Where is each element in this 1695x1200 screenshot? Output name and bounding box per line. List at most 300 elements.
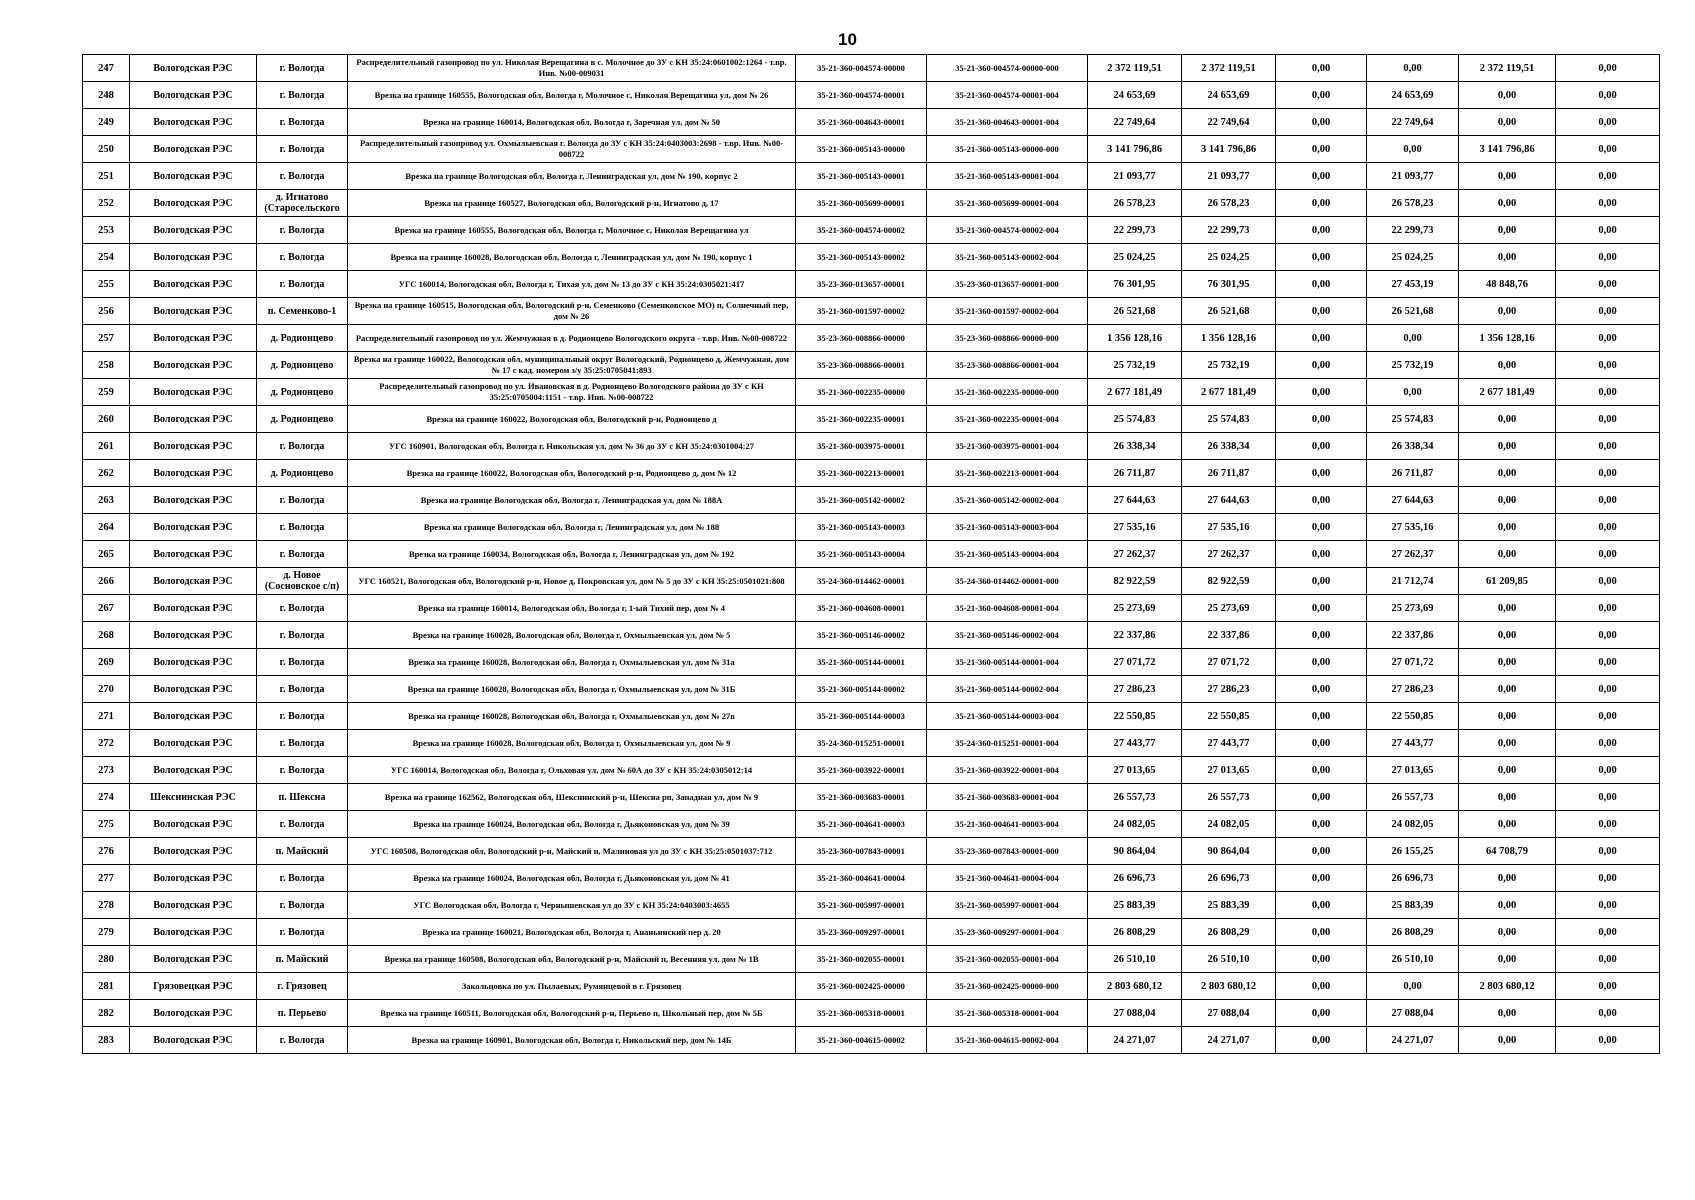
row-number: 276 [83, 838, 130, 865]
total-cost-cell: 25 273,69 [1088, 595, 1182, 622]
cost-cell: 25 574,83 [1182, 406, 1276, 433]
object-description-cell: УГС Вологодская обл, Вологда г, Чернышевская ул до ЗУ с КН 35:24:0403003:4655 [348, 892, 796, 919]
district-cell: Вологодская РЭС [130, 82, 257, 109]
value-cell: 27 644,63 [1367, 487, 1459, 514]
total-cost-cell: 25 732,19 [1088, 352, 1182, 379]
object-full-code-cell: 35-21-360-005143-00004-004 [927, 541, 1088, 568]
row-number: 274 [83, 784, 130, 811]
district-cell: Вологодская РЭС [130, 136, 257, 163]
value-cell: 0,00 [1276, 595, 1367, 622]
cost-cell: 24 271,07 [1182, 1027, 1276, 1054]
district-cell: Вологодская РЭС [130, 352, 257, 379]
locality-cell: п. Майский [257, 838, 348, 865]
row-number: 252 [83, 190, 130, 217]
total-cost-cell: 27 443,77 [1088, 730, 1182, 757]
value-cell: 0,00 [1556, 892, 1660, 919]
district-cell: Вологодская РЭС [130, 568, 257, 595]
locality-cell: д. Новое (Сосновское с/п) [257, 568, 348, 595]
object-full-code-cell: 35-21-360-005143-00001-004 [927, 163, 1088, 190]
locality-cell: д. Родионцево [257, 352, 348, 379]
total-cost-cell: 26 338,34 [1088, 433, 1182, 460]
row-number: 263 [83, 487, 130, 514]
object-description-cell: УГС 160508, Вологодская обл, Вологодский р-н, Майский п, Малиновая ул до ЗУ с КН 35:25:0501037:712 [348, 838, 796, 865]
value-cell: 0,00 [1276, 784, 1367, 811]
total-cost-cell: 26 521,68 [1088, 298, 1182, 325]
value-cell: 0,00 [1276, 487, 1367, 514]
total-cost-cell: 26 557,73 [1088, 784, 1182, 811]
value-cell: 0,00 [1276, 757, 1367, 784]
table-row [83, 379, 1660, 406]
object-code-cell: 35-23-360-007843-00001 [796, 838, 927, 865]
object-description-cell: Врезка на границе 160511, Вологодская обл, Вологодский р-н, Перьево п, Школьный пер, дом № 5Б [348, 1000, 796, 1027]
row-number: 255 [83, 271, 130, 298]
value-cell: 0,00 [1556, 649, 1660, 676]
value-cell: 0,00 [1556, 406, 1660, 433]
total-cost-cell: 82 922,59 [1088, 568, 1182, 595]
locality-cell: п. Перьево [257, 1000, 348, 1027]
value-cell: 0,00 [1367, 973, 1459, 1000]
object-code-cell: 35-21-360-005143-00000 [796, 136, 927, 163]
object-full-code-cell: 35-21-360-005144-00003-004 [927, 703, 1088, 730]
total-cost-cell: 22 550,85 [1088, 703, 1182, 730]
object-code-cell: 35-21-360-004641-00003 [796, 811, 927, 838]
table-body [83, 55, 1660, 1054]
object-code-cell: 35-21-360-004641-00004 [796, 865, 927, 892]
locality-cell: д. Родионцево [257, 379, 348, 406]
district-cell: Вологодская РЭС [130, 1000, 257, 1027]
value-cell: 0,00 [1556, 541, 1660, 568]
total-cost-cell: 21 093,77 [1088, 163, 1182, 190]
district-cell: Вологодская РЭС [130, 865, 257, 892]
value-cell: 2 677 181,49 [1459, 379, 1556, 406]
district-cell: Вологодская РЭС [130, 946, 257, 973]
value-cell: 0,00 [1556, 1027, 1660, 1054]
total-cost-cell: 1 356 128,16 [1088, 325, 1182, 352]
object-description-cell: УГС 160014, Вологодская обл, Вологда г, Тихая ул, дом № 13 до ЗУ с КН 35:24:0305021:417 [348, 271, 796, 298]
row-number: 275 [83, 811, 130, 838]
value-cell: 27 286,23 [1367, 676, 1459, 703]
value-cell: 26 521,68 [1367, 298, 1459, 325]
table-row [83, 622, 1660, 649]
value-cell: 0,00 [1459, 1027, 1556, 1054]
cost-cell: 22 550,85 [1182, 703, 1276, 730]
locality-cell: г. Вологда [257, 595, 348, 622]
row-number: 265 [83, 541, 130, 568]
cost-cell: 22 299,73 [1182, 217, 1276, 244]
district-cell: Вологодская РЭС [130, 649, 257, 676]
row-number: 257 [83, 325, 130, 352]
district-cell: Вологодская РЭС [130, 298, 257, 325]
value-cell: 27 535,16 [1367, 514, 1459, 541]
district-cell: Вологодская РЭС [130, 838, 257, 865]
object-description-cell: Врезка на границе 160508, Вологодская обл, Вологодский р-н, Майский п, Весенняя ул, дом № 1В [348, 946, 796, 973]
locality-cell: г. Вологда [257, 82, 348, 109]
total-cost-cell: 26 578,23 [1088, 190, 1182, 217]
value-cell: 0,00 [1556, 676, 1660, 703]
cost-cell: 24 653,69 [1182, 82, 1276, 109]
value-cell: 0,00 [1459, 784, 1556, 811]
value-cell: 25 024,25 [1367, 244, 1459, 271]
table-row [83, 730, 1660, 757]
object-full-code-cell: 35-24-360-014462-00001-000 [927, 568, 1088, 595]
value-cell: 0,00 [1556, 703, 1660, 730]
district-cell: Вологодская РЭС [130, 487, 257, 514]
object-full-code-cell: 35-21-360-005699-00001-004 [927, 190, 1088, 217]
value-cell: 0,00 [1276, 811, 1367, 838]
value-cell: 0,00 [1459, 487, 1556, 514]
object-description-cell: Распределительный газопровод по ул. Жемчужная в д. Родионцево Вологодского округа - т.вр. Инв. №00-008722 [348, 325, 796, 352]
object-description-cell: Врезка на границе 160024, Вологодская обл, Вологда г, Дьяконовская ул, дом № 39 [348, 811, 796, 838]
value-cell: 26 696,73 [1367, 865, 1459, 892]
object-full-code-cell: 35-21-360-004615-00002-004 [927, 1027, 1088, 1054]
value-cell: 26 338,34 [1367, 433, 1459, 460]
value-cell: 0,00 [1459, 433, 1556, 460]
value-cell: 26 557,73 [1367, 784, 1459, 811]
table-row [83, 649, 1660, 676]
cost-cell: 22 337,86 [1182, 622, 1276, 649]
object-full-code-cell: 35-21-360-003683-00001-004 [927, 784, 1088, 811]
value-cell: 27 453,19 [1367, 271, 1459, 298]
value-cell: 0,00 [1459, 163, 1556, 190]
total-cost-cell: 3 141 796,86 [1088, 136, 1182, 163]
district-cell: Вологодская РЭС [130, 190, 257, 217]
value-cell: 0,00 [1459, 190, 1556, 217]
value-cell: 0,00 [1276, 460, 1367, 487]
row-number: 281 [83, 973, 130, 1000]
page-number: 10 [838, 30, 857, 49]
value-cell: 0,00 [1367, 55, 1459, 82]
row-number: 249 [83, 109, 130, 136]
locality-cell: г. Вологда [257, 109, 348, 136]
row-number: 272 [83, 730, 130, 757]
object-code-cell: 35-21-360-005143-00004 [796, 541, 927, 568]
value-cell: 0,00 [1556, 838, 1660, 865]
table-row [83, 325, 1660, 352]
object-description-cell: Врезка на границе 160034, Вологодская обл, Вологда г, Ленинградская ул, дом № 192 [348, 541, 796, 568]
district-cell: Грязовецкая РЭС [130, 973, 257, 1000]
table-row [83, 865, 1660, 892]
object-description-cell: Врезка на границе 160024, Вологодская обл, Вологда г, Дьяконовская ул, дом № 41 [348, 865, 796, 892]
object-full-code-cell: 35-21-360-004574-00001-004 [927, 82, 1088, 109]
district-cell: Вологодская РЭС [130, 622, 257, 649]
total-cost-cell: 22 337,86 [1088, 622, 1182, 649]
locality-cell: г. Вологда [257, 136, 348, 163]
row-number: 248 [83, 82, 130, 109]
object-code-cell: 35-24-360-014462-00001 [796, 568, 927, 595]
value-cell: 0,00 [1276, 406, 1367, 433]
locality-cell: д. Родионцево [257, 325, 348, 352]
table-row [83, 703, 1660, 730]
locality-cell: г. Вологда [257, 487, 348, 514]
locality-cell: г. Вологда [257, 649, 348, 676]
table-row [83, 136, 1660, 163]
object-code-cell: 35-21-360-005143-00003 [796, 514, 927, 541]
total-cost-cell: 26 510,10 [1088, 946, 1182, 973]
value-cell: 25 732,19 [1367, 352, 1459, 379]
object-code-cell: 35-21-360-003975-00001 [796, 433, 927, 460]
locality-cell: г. Вологда [257, 703, 348, 730]
total-cost-cell: 22 299,73 [1088, 217, 1182, 244]
cost-cell: 24 082,05 [1182, 811, 1276, 838]
table-row [83, 82, 1660, 109]
object-description-cell: Врезка на границе Вологодская обл, Вологда г, Ленинградская ул, дом № 188А [348, 487, 796, 514]
total-cost-cell: 24 082,05 [1088, 811, 1182, 838]
object-description-cell: УГС 160014, Вологодская обл, Вологда г, Ольховая ул, дом № 60А до ЗУ с КН 35:24:0305012:14 [348, 757, 796, 784]
cost-cell: 27 071,72 [1182, 649, 1276, 676]
object-description-cell: УГС 160521, Вологодская обл, Вологодский р-н, Новое д, Покровская ул, дом № 5 до ЗУ с КН 35:25:0501021:808 [348, 568, 796, 595]
district-cell: Вологодская РЭС [130, 757, 257, 784]
row-number: 271 [83, 703, 130, 730]
object-code-cell: 35-21-360-003683-00001 [796, 784, 927, 811]
row-number: 258 [83, 352, 130, 379]
value-cell: 0,00 [1556, 487, 1660, 514]
object-code-cell: 35-21-360-002213-00001 [796, 460, 927, 487]
locality-cell: г. Вологда [257, 1027, 348, 1054]
value-cell: 0,00 [1556, 946, 1660, 973]
value-cell: 0,00 [1556, 730, 1660, 757]
value-cell: 0,00 [1556, 82, 1660, 109]
value-cell: 0,00 [1276, 190, 1367, 217]
object-full-code-cell: 35-21-360-002055-00001-004 [927, 946, 1088, 973]
object-description-cell: Закольцовка по ул. Пылаевых, Румянцевой в г. Грязовец [348, 973, 796, 1000]
row-number: 283 [83, 1027, 130, 1054]
total-cost-cell: 2 677 181,49 [1088, 379, 1182, 406]
table-row [83, 217, 1660, 244]
object-full-code-cell: 35-23-360-008866-00001-004 [927, 352, 1088, 379]
value-cell: 0,00 [1459, 298, 1556, 325]
value-cell: 0,00 [1276, 244, 1367, 271]
cost-cell: 3 141 796,86 [1182, 136, 1276, 163]
value-cell: 0,00 [1459, 1000, 1556, 1027]
table-row [83, 1027, 1660, 1054]
object-description-cell: Распределительный газопровод по ул. Ивановская в д. Родионцево Вологодского района до ЗУ с КН 35:25:0705004:1151 - т.вр. Инв. №00-008722 [348, 379, 796, 406]
total-cost-cell: 24 653,69 [1088, 82, 1182, 109]
locality-cell: г. Вологда [257, 676, 348, 703]
table-row [83, 892, 1660, 919]
table-row [83, 595, 1660, 622]
object-full-code-cell: 35-21-360-004641-00003-004 [927, 811, 1088, 838]
table-row [83, 757, 1660, 784]
object-code-cell: 35-21-360-004608-00001 [796, 595, 927, 622]
value-cell: 0,00 [1276, 82, 1367, 109]
object-code-cell: 35-21-360-001597-00002 [796, 298, 927, 325]
object-full-code-cell: 35-21-360-002235-00000-000 [927, 379, 1088, 406]
object-code-cell: 35-21-360-005142-00002 [796, 487, 927, 514]
value-cell: 0,00 [1459, 946, 1556, 973]
object-code-cell: 35-23-360-008866-00001 [796, 352, 927, 379]
object-code-cell: 35-21-360-005997-00001 [796, 892, 927, 919]
locality-cell: г. Вологда [257, 865, 348, 892]
locality-cell: г. Вологда [257, 163, 348, 190]
object-full-code-cell: 35-21-360-004608-00001-004 [927, 595, 1088, 622]
table-row [83, 190, 1660, 217]
district-cell: Вологодская РЭС [130, 595, 257, 622]
value-cell: 0,00 [1556, 568, 1660, 595]
object-code-cell: 35-23-360-009297-00001 [796, 919, 927, 946]
district-cell: Вологодская РЭС [130, 163, 257, 190]
district-cell: Вологодская РЭС [130, 244, 257, 271]
value-cell: 0,00 [1556, 136, 1660, 163]
value-cell: 0,00 [1556, 865, 1660, 892]
row-number: 280 [83, 946, 130, 973]
object-full-code-cell: 35-21-360-004574-00002-004 [927, 217, 1088, 244]
row-number: 254 [83, 244, 130, 271]
district-cell: Вологодская РЭС [130, 325, 257, 352]
cost-cell: 21 093,77 [1182, 163, 1276, 190]
object-full-code-cell: 35-23-360-007843-00001-000 [927, 838, 1088, 865]
district-cell: Вологодская РЭС [130, 892, 257, 919]
total-cost-cell: 27 088,04 [1088, 1000, 1182, 1027]
object-description-cell: Врезка на границе 160014, Вологодская обл, Вологда г, 1-ый Тихий пер, дом № 4 [348, 595, 796, 622]
value-cell: 0,00 [1459, 595, 1556, 622]
cost-cell: 27 013,65 [1182, 757, 1276, 784]
district-cell: Вологодская РЭС [130, 730, 257, 757]
value-cell: 0,00 [1459, 217, 1556, 244]
object-code-cell: 35-21-360-005144-00002 [796, 676, 927, 703]
value-cell: 48 848,76 [1459, 271, 1556, 298]
value-cell: 27 013,65 [1367, 757, 1459, 784]
object-full-code-cell: 35-24-360-015251-00001-004 [927, 730, 1088, 757]
value-cell: 0,00 [1556, 217, 1660, 244]
object-full-code-cell: 35-21-360-005144-00001-004 [927, 649, 1088, 676]
object-full-code-cell: 35-21-360-003922-00001-004 [927, 757, 1088, 784]
value-cell: 0,00 [1276, 136, 1367, 163]
registry-table [82, 54, 1660, 1054]
value-cell: 0,00 [1556, 460, 1660, 487]
row-number: 279 [83, 919, 130, 946]
row-number: 282 [83, 1000, 130, 1027]
object-description-cell: Врезка на границе 160028, Вологодская обл, Вологда г, Охмылыевская ул, дом № 5 [348, 622, 796, 649]
value-cell: 0,00 [1367, 136, 1459, 163]
value-cell: 26 711,87 [1367, 460, 1459, 487]
value-cell: 26 155,25 [1367, 838, 1459, 865]
value-cell: 26 808,29 [1367, 919, 1459, 946]
object-full-code-cell: 35-23-360-013657-00001-000 [927, 271, 1088, 298]
cost-cell: 26 521,68 [1182, 298, 1276, 325]
table-row [83, 352, 1660, 379]
cost-cell: 26 696,73 [1182, 865, 1276, 892]
object-full-code-cell: 35-21-360-005142-00002-004 [927, 487, 1088, 514]
district-cell: Вологодская РЭС [130, 676, 257, 703]
table-row [83, 433, 1660, 460]
value-cell: 0,00 [1459, 865, 1556, 892]
object-full-code-cell: 35-21-360-004641-00004-004 [927, 865, 1088, 892]
value-cell: 0,00 [1276, 379, 1367, 406]
value-cell: 0,00 [1556, 811, 1660, 838]
cost-cell: 22 749,64 [1182, 109, 1276, 136]
value-cell: 0,00 [1276, 325, 1367, 352]
locality-cell: г. Вологда [257, 55, 348, 82]
value-cell: 2 803 680,12 [1459, 973, 1556, 1000]
object-full-code-cell: 35-21-360-004643-00001-004 [927, 109, 1088, 136]
row-number: 264 [83, 514, 130, 541]
value-cell: 24 653,69 [1367, 82, 1459, 109]
row-number: 251 [83, 163, 130, 190]
object-code-cell: 35-21-360-004615-00002 [796, 1027, 927, 1054]
value-cell: 0,00 [1556, 109, 1660, 136]
locality-cell: г. Вологда [257, 433, 348, 460]
object-full-code-cell: 35-21-360-005144-00002-004 [927, 676, 1088, 703]
value-cell: 26 510,10 [1367, 946, 1459, 973]
cost-cell: 26 711,87 [1182, 460, 1276, 487]
object-code-cell: 35-23-360-013657-00001 [796, 271, 927, 298]
object-description-cell: Врезка на границе 160527, Вологодская обл, Вологодский р-н, Игнатово д, 17 [348, 190, 796, 217]
total-cost-cell: 26 711,87 [1088, 460, 1182, 487]
value-cell: 0,00 [1556, 784, 1660, 811]
row-number: 278 [83, 892, 130, 919]
row-number: 266 [83, 568, 130, 595]
value-cell: 0,00 [1556, 919, 1660, 946]
value-cell: 3 141 796,86 [1459, 136, 1556, 163]
object-full-code-cell: 35-21-360-001597-00002-004 [927, 298, 1088, 325]
district-cell: Шекснинская РЭС [130, 784, 257, 811]
value-cell: 0,00 [1459, 649, 1556, 676]
value-cell: 0,00 [1459, 892, 1556, 919]
value-cell: 0,00 [1556, 271, 1660, 298]
object-full-code-cell: 35-21-360-005143-00003-004 [927, 514, 1088, 541]
object-full-code-cell: 35-21-360-005318-00001-004 [927, 1000, 1088, 1027]
value-cell: 0,00 [1556, 433, 1660, 460]
cost-cell: 82 922,59 [1182, 568, 1276, 595]
row-number: 268 [83, 622, 130, 649]
cost-cell: 25 732,19 [1182, 352, 1276, 379]
value-cell: 0,00 [1556, 352, 1660, 379]
table-row [83, 244, 1660, 271]
value-cell: 0,00 [1556, 622, 1660, 649]
cost-cell: 27 286,23 [1182, 676, 1276, 703]
cost-cell: 2 372 119,51 [1182, 55, 1276, 82]
total-cost-cell: 27 286,23 [1088, 676, 1182, 703]
value-cell: 0,00 [1459, 541, 1556, 568]
value-cell: 0,00 [1276, 55, 1367, 82]
object-full-code-cell: 35-21-360-003975-00001-004 [927, 433, 1088, 460]
total-cost-cell: 26 808,29 [1088, 919, 1182, 946]
table-row [83, 1000, 1660, 1027]
object-description-cell: Врезка на границе 160515, Вологодская обл, Вологодский р-н, Семенково (Семенковское МО) п, Солнечный пер, дом № 26 [348, 298, 796, 325]
object-code-cell: 35-21-360-005144-00001 [796, 649, 927, 676]
value-cell: 0,00 [1459, 811, 1556, 838]
object-description-cell: Врезка на границе Вологодская обл, Вологда г, Ленинградская ул, дом № 188 [348, 514, 796, 541]
cost-cell: 26 510,10 [1182, 946, 1276, 973]
table-row [83, 838, 1660, 865]
object-code-cell: 35-21-360-002235-00001 [796, 406, 927, 433]
district-cell: Вологодская РЭС [130, 460, 257, 487]
table-row [83, 163, 1660, 190]
value-cell: 0,00 [1276, 838, 1367, 865]
total-cost-cell: 26 696,73 [1088, 865, 1182, 892]
value-cell: 2 372 119,51 [1459, 55, 1556, 82]
locality-cell: п. Майский [257, 946, 348, 973]
cost-cell: 76 301,95 [1182, 271, 1276, 298]
value-cell: 0,00 [1276, 433, 1367, 460]
cost-cell: 27 262,37 [1182, 541, 1276, 568]
object-full-code-cell: 35-21-360-002213-00001-004 [927, 460, 1088, 487]
district-cell: Вологодская РЭС [130, 1027, 257, 1054]
value-cell: 0,00 [1276, 1000, 1367, 1027]
value-cell: 0,00 [1556, 190, 1660, 217]
object-full-code-cell: 35-21-360-005146-00002-004 [927, 622, 1088, 649]
value-cell: 0,00 [1459, 703, 1556, 730]
object-description-cell: Врезка на границе 160022, Вологодская обл, Вологодский р-н, Родионцево д [348, 406, 796, 433]
object-description-cell: Врезка на границе 160028, Вологодская обл, Вологда г, Охмылыевская ул, дом № 27в [348, 703, 796, 730]
object-description-cell: Врезка на границе 160022, Вологодская обл, муниципальный округ Вологодский, Родионцево д, Жемчужная, дом № 17 с кад. номером з/у 35:25:0705041:893 [348, 352, 796, 379]
value-cell: 22 337,86 [1367, 622, 1459, 649]
table-row [83, 55, 1660, 82]
object-full-code-cell: 35-21-360-004574-00000-000 [927, 55, 1088, 82]
table-row [83, 811, 1660, 838]
locality-cell: д. Родионцево [257, 406, 348, 433]
locality-cell: г. Вологда [257, 514, 348, 541]
